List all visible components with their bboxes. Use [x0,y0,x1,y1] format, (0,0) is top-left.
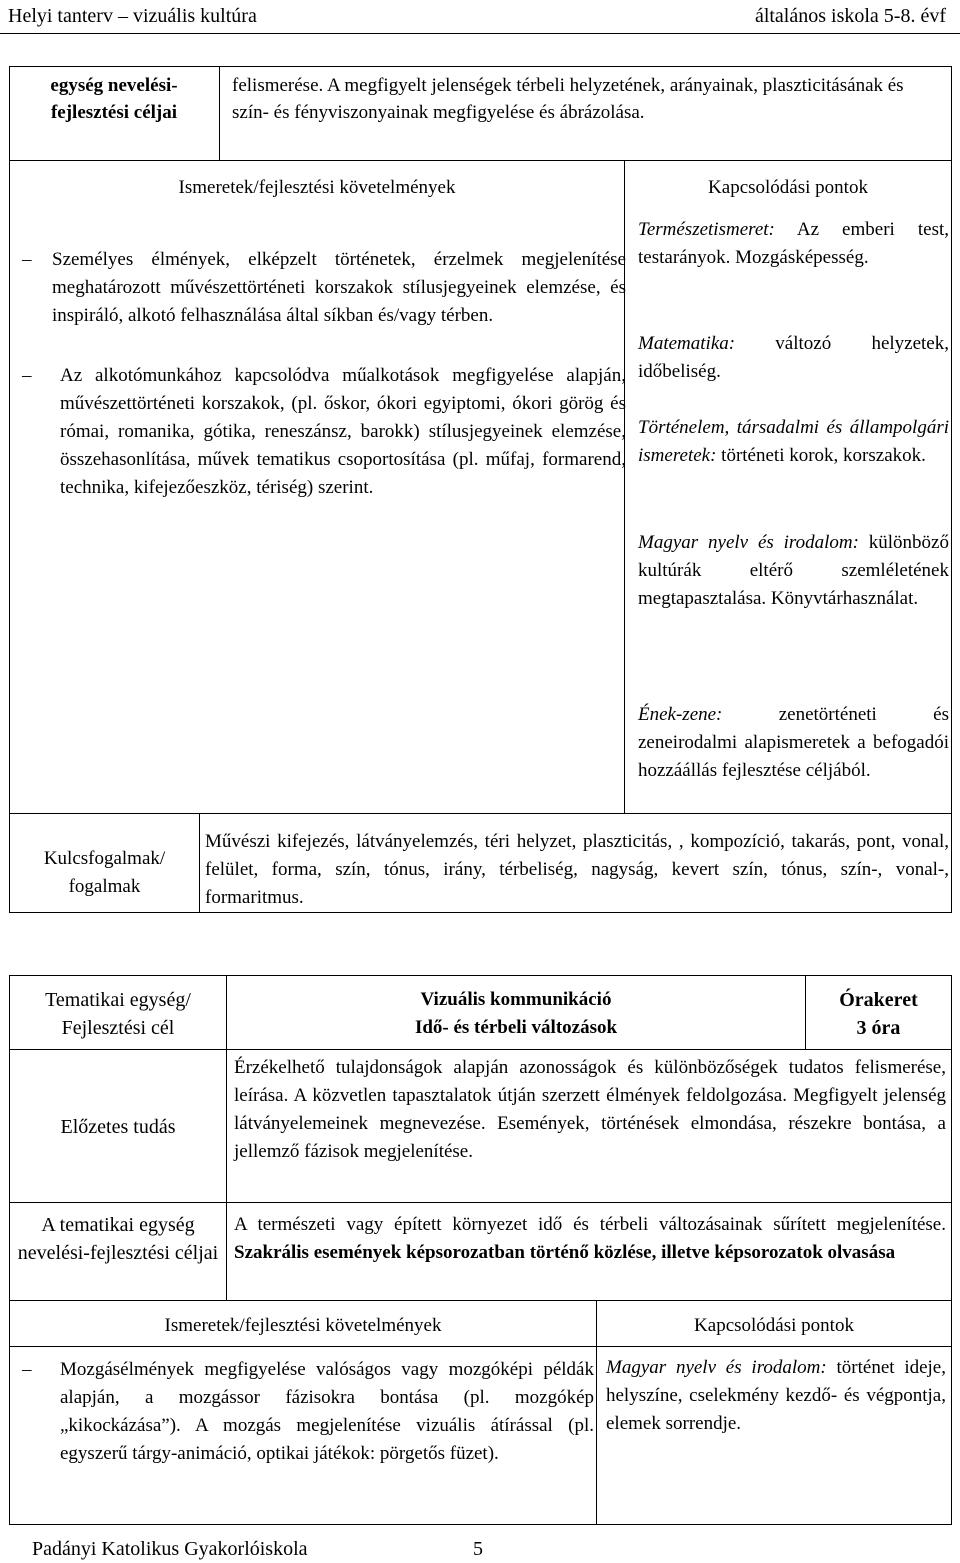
dash-bullet: – [22,365,32,386]
unit1-goals-label: egység nevelési- fejlesztési céljai [50,75,178,123]
unit1-connection-1: Természetismeret: Az emberi test, testarányok. Mozgásképesség. [638,219,949,268]
unit2-goals-label: A tematikai egység nevelési-fejlesztési céljai [17,1214,219,1264]
unit1-connection-5: Ének-zene: zenetörténeti és zeneirodalmi alapismeretek a befogadói hozzáállás fejlesztése céljából. [638,704,949,781]
dash-bullet: – [22,1359,32,1380]
unit2-theme-label: Tematikai egység/ Fejlesztési cél [45,989,191,1039]
unit1-connection-3: Történelem, társadalmi és állampolgári ismeretek: történeti korok, korszakok. [638,417,949,466]
unit1-key-concepts-text: Művészi kifejezés, látványelemzés, téri helyzet, plaszticitás, , kompozíció, takarás, pont, vonal, felület, forma, szín, tónus, irány, térbeliség, nagyság, kevert szín, tónus, szín-, vonal-, formaritmus. [205,831,949,908]
unit2-requirements-header: Ismeretek/fejlesztési követelmények [164,1315,442,1336]
unit2-prior-knowledge-text: Érzékelhető tulajdonságok alapján azonosságok és különbözőségek tudatos felismerése, leírása. A közvetlen tapasztalatok útján szerzett élmények feldolgozása. Megfigyelt jelenség látványelemeinek megnevezése. Események, történések elmondása, részekre bontása, a jellemző fázisok megjelenítése. [234,1057,946,1162]
unit1-requirement-2: – Az alkotómunkához kapcsolódva műalkotások megfigyelése alapján, művészettörténeti korszakok, (pl. őskor, ókori egyiptomi, ókori görög és római, romanika, gótika, reneszánsz, barokk) stílusjegyeinek elemzése, összehasonlítása, művek tematikus csoportosítása (pl. műfaj, formarend, technika, kifejezőeszköz, tériség) szerint. [22,362,626,502]
unit2-requirement: – Mozgásélmények megfigyelése valóságos vagy mozgóképi példák alapján, a mozgássor fázisokra bontása (pl. mozgókép „kikockázása”). A mozgás megjelenítése vizuális átírással (pl. egyszerű tárgy-animáció, optikai játékok: pörgetős füzet). [22,1356,594,1468]
unit1-requirement-1: – Személyes élmények, elképzelt történetek, érzelmek megjelenítése meghatározott művészettörténeti korszakok stílusjegyeinek elemzése, és inspiráló, alkotó felhasználása által síkban és/vagy térben. [22,246,626,330]
unit2-theme-title: Vizuális kommunikáció Idő- és térbeli változások [414,989,618,1038]
header-school-level: általános iskola 5-8. évf [754,5,946,27]
unit2-prior-knowledge-label: Előzetes tudás [60,1116,176,1138]
unit1-connection-2: Matematika: változó helyzetek, időbeliség. [638,333,949,382]
unit1-goals-text: felismerése. A megfigyelt jelenségek térbeli helyzetének, arányainak, plaszticitásának és szín- és fényviszonyainak megfigyelése és ábrázolása. [232,75,904,123]
page-number: 5 [473,1538,483,1560]
dash-bullet: – [22,249,32,270]
unit1-connections-header: Kapcsolódási pontok [708,177,868,198]
unit1-connection-4: Magyar nyelv és irodalom: különböző kultúrák eltérő szemléletének megtapasztalása. Könyvtárhasználat. [638,532,949,609]
unit1-key-concepts-label: Kulcsfogalmak/ fogalmak [43,848,166,897]
unit2-connection: Magyar nyelv és irodalom: történet ideje, helyszíne, cselekmény kezdő- és végpontja, elemek sorrendje. [606,1357,946,1434]
header-title: Helyi tanterv – vizuális kultúra [8,5,257,27]
page-header [0,0,960,34]
unit1-requirements-header: Ismeretek/fejlesztési követelmények [178,177,456,198]
unit2-hours: Órakeret 3 óra [839,989,918,1039]
footer-school: Padányi Katolikus Gyakorlóiskola [32,1538,308,1560]
unit2-goals-text: A természeti vagy épített környezet idő és térbeli változásainak sűrített megjelenítése. Szakrális események képsorozatban történő közlése, illetve képsorozatok olvasása [234,1214,946,1263]
unit2-connections-header: Kapcsolódási pontok [694,1315,854,1336]
